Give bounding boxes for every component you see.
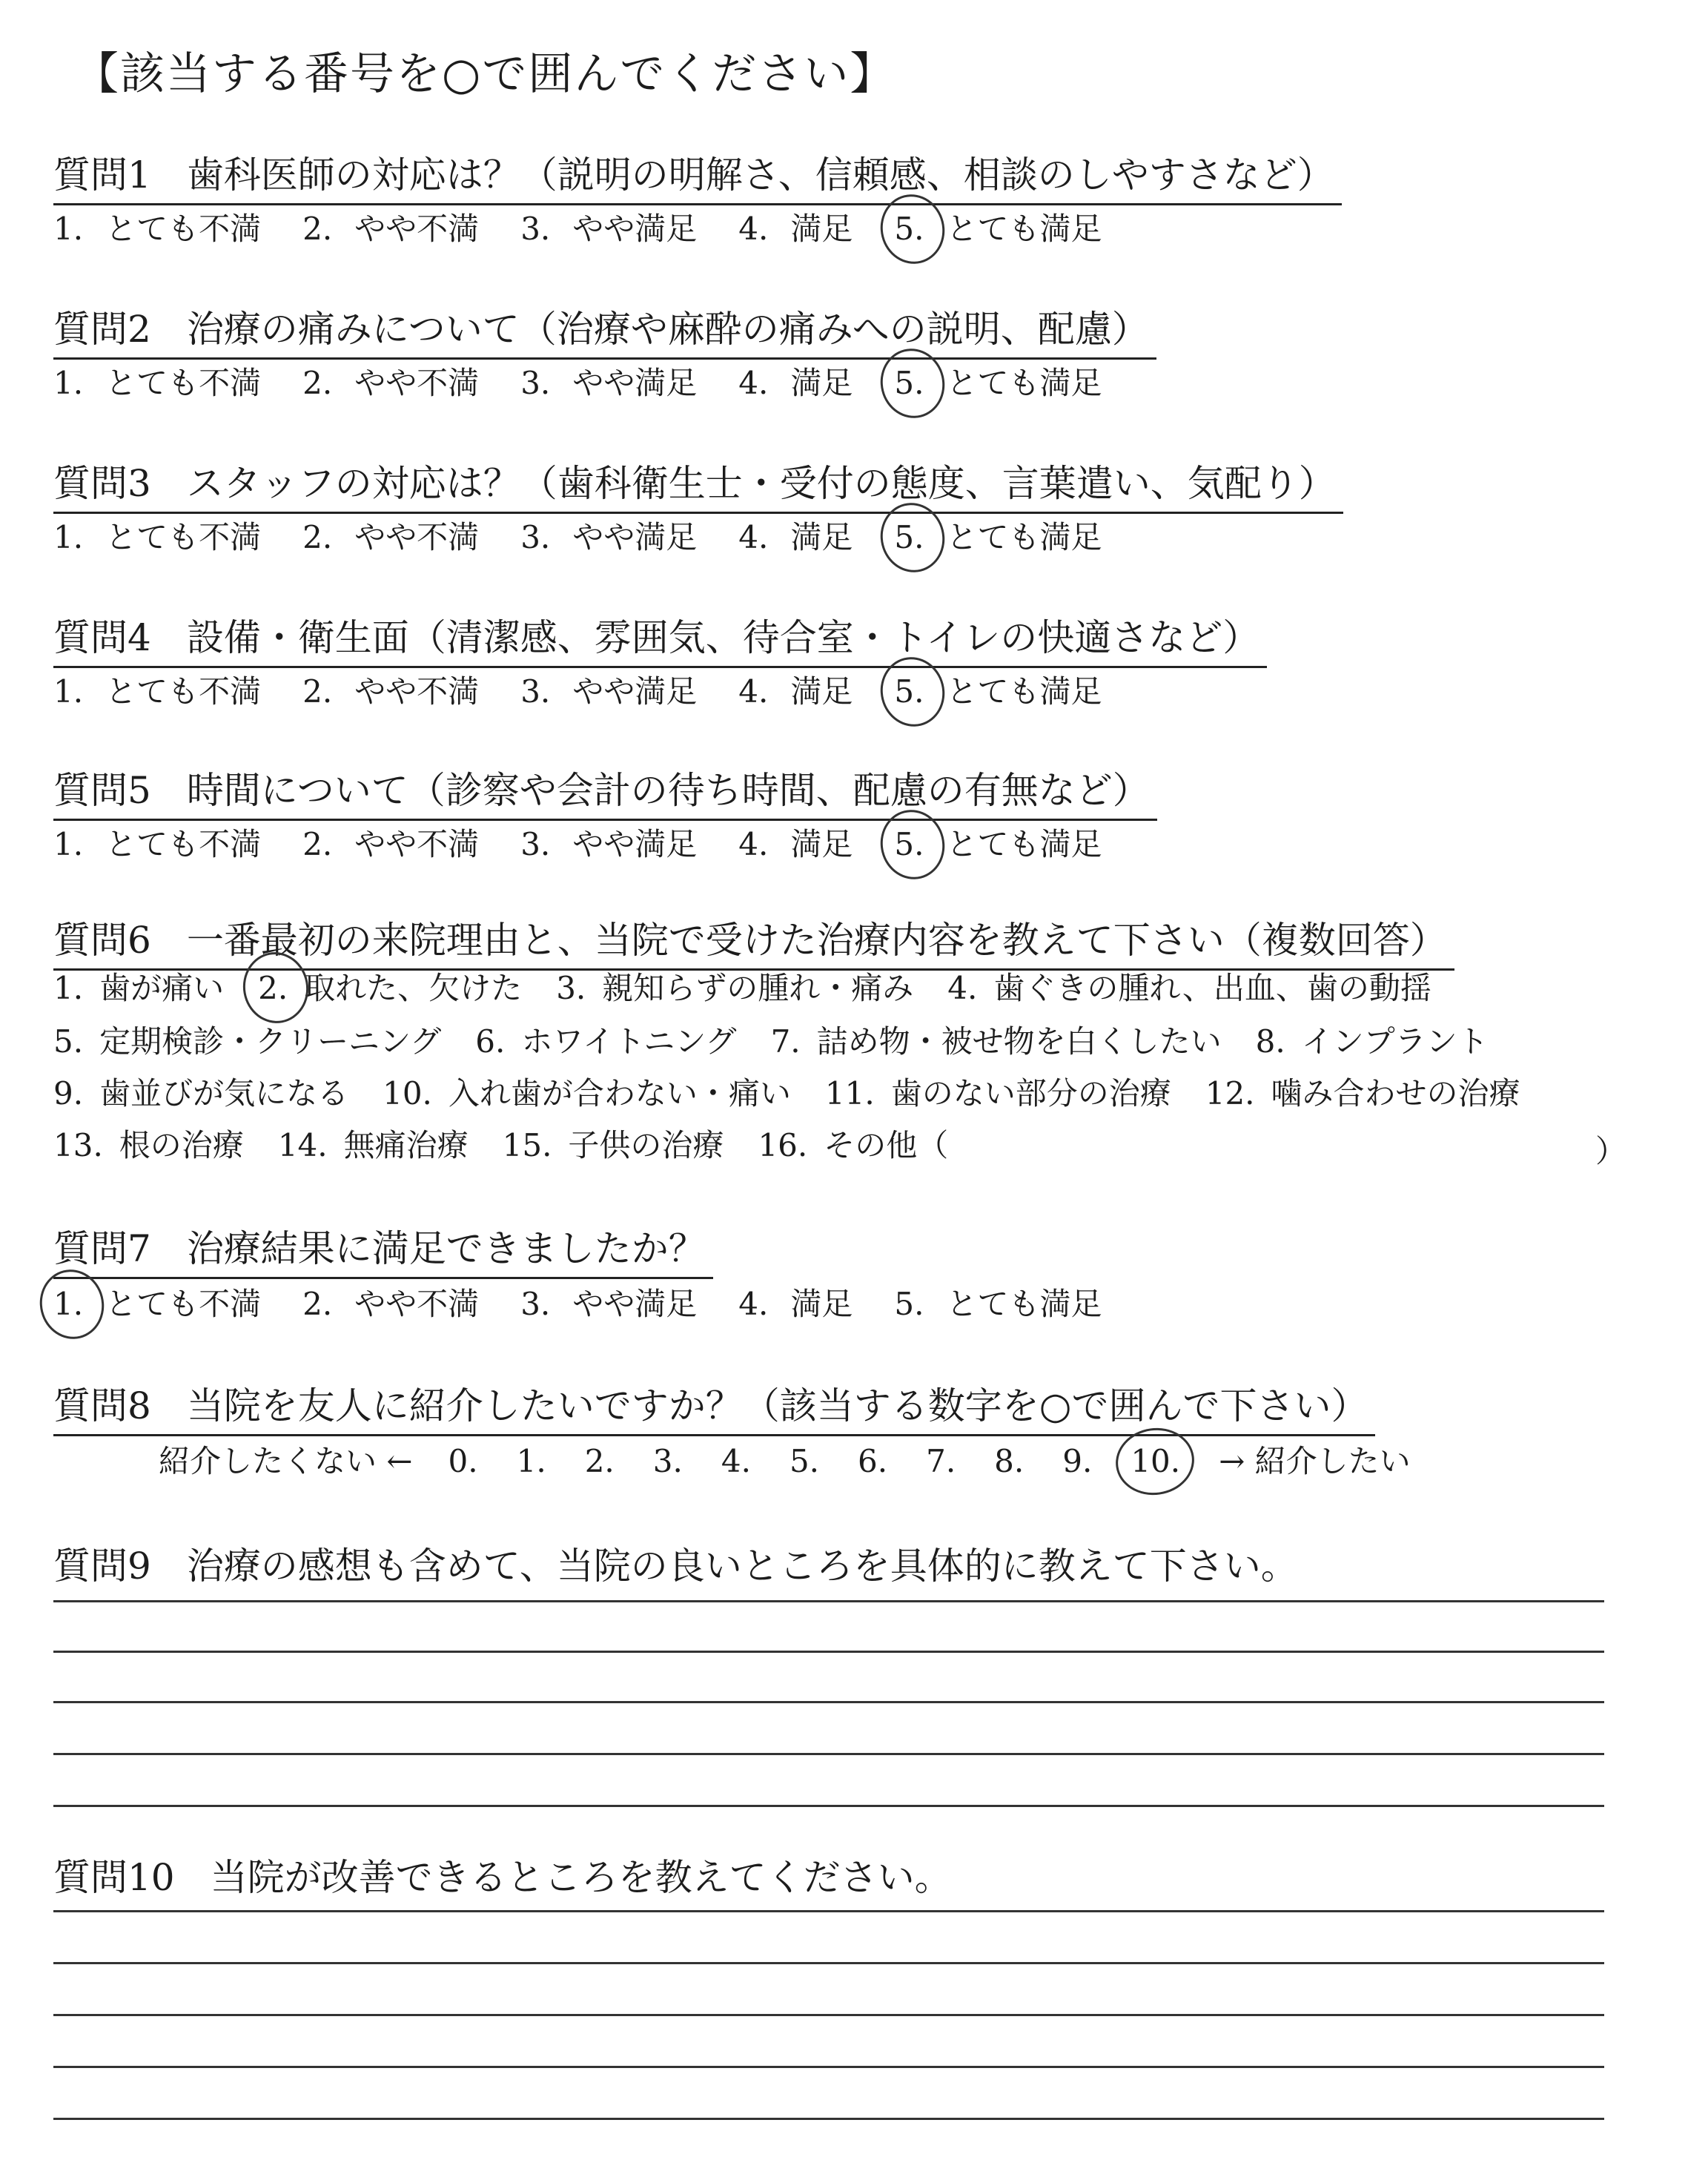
option-label: とても不満 <box>105 1286 262 1322</box>
scale-option[interactable]: 3. <box>652 1443 683 1479</box>
option-number: 2. <box>302 1286 333 1322</box>
question-8-number: 質問8 <box>53 1384 151 1427</box>
option-number: 7. <box>770 1023 801 1060</box>
option-label: やや不満 <box>354 365 480 401</box>
option-label: ホワイトニング <box>521 1023 737 1060</box>
question-3-number: 質問3 <box>53 462 151 505</box>
rating-option[interactable] <box>520 365 698 401</box>
option-label: 満足 <box>790 519 853 555</box>
question-8-text: 当院を友人に紹介したいですか？（該当する数字を○で囲んで下さい） <box>186 1384 1368 1427</box>
option-label: とても不満 <box>105 211 262 247</box>
q6-options-row <box>53 1127 982 1163</box>
option-label: インプラント <box>1301 1023 1489 1060</box>
option-number: 3. <box>520 211 551 247</box>
question-1-heading <box>53 145 1342 205</box>
reason-option[interactable] <box>502 1127 724 1163</box>
q9-answer-line[interactable] <box>53 1600 1604 1602</box>
recommend-left-label: 紹介したくない ← <box>159 1443 413 1479</box>
option-number: 1. <box>53 1286 84 1322</box>
option-number: 3. <box>520 519 551 555</box>
option-label: 子供の治療 <box>568 1127 724 1163</box>
reason-option[interactable] <box>53 1075 349 1112</box>
rating-option[interactable] <box>302 673 480 710</box>
option-number: 3. <box>520 826 551 862</box>
scale-option[interactable]: 1. <box>516 1443 546 1479</box>
option-number: 1. <box>53 519 84 555</box>
q6-options-row <box>53 1075 1555 1112</box>
reason-option[interactable] <box>277 1127 469 1163</box>
option-label: 歯ぐきの腫れ、出血、歯の動揺 <box>993 970 1431 1006</box>
option-label: その他（ <box>824 1127 949 1163</box>
option-label: とても不満 <box>105 673 262 710</box>
option-label: とても不満 <box>105 365 262 401</box>
question-7-number: 質問7 <box>53 1227 151 1270</box>
option-number: 1. <box>53 211 84 247</box>
question-5-text: 時間について（診察や会計の待ち時間、配慮の有無など） <box>186 769 1150 812</box>
option-number: 16. <box>758 1127 808 1163</box>
question-2-heading <box>53 300 1156 360</box>
option-number: 6. <box>475 1023 506 1060</box>
option-label: とても満足 <box>946 365 1102 401</box>
question-7-heading <box>53 1219 713 1279</box>
rating-option[interactable] <box>520 519 698 555</box>
option-label: やや不満 <box>354 211 480 247</box>
reason-option[interactable] <box>258 970 523 1006</box>
question-6-text: 一番最初の来院理由と、当院で受けた治療内容を教えて下さい（複数回答） <box>186 919 1447 962</box>
reason-option[interactable] <box>758 1127 949 1163</box>
option-number: 5. <box>894 211 924 247</box>
rating-option[interactable] <box>894 365 1102 401</box>
option-label: やや不満 <box>354 673 480 710</box>
option-number: 9. <box>53 1075 84 1112</box>
option-label: やや不満 <box>354 1286 480 1322</box>
scale-option[interactable]: 5. <box>789 1443 820 1479</box>
question-5-number: 質問5 <box>53 769 151 812</box>
rating-option[interactable] <box>894 1286 1102 1322</box>
question-7-options <box>53 1286 1143 1322</box>
rating-option[interactable] <box>738 826 853 862</box>
option-number: 10. <box>383 1075 432 1112</box>
question-10-text: 当院が改善できるところを教えてください。 <box>210 1856 952 1899</box>
reason-option[interactable] <box>53 1127 244 1163</box>
option-label: 取れた、欠けた <box>304 970 523 1006</box>
option-number: 4. <box>738 211 769 247</box>
option-number: 4. <box>738 365 769 401</box>
rating-option[interactable] <box>520 673 698 710</box>
option-number: 3. <box>520 365 551 401</box>
scale-option[interactable]: 8. <box>994 1443 1025 1479</box>
option-number: 2. <box>302 673 333 710</box>
reason-option[interactable] <box>824 1075 1171 1112</box>
option-number: 2. <box>302 211 333 247</box>
option-number: 5. <box>894 519 924 555</box>
reason-option[interactable] <box>770 1023 1222 1060</box>
rating-option[interactable] <box>738 211 853 247</box>
rating-option[interactable] <box>894 519 1102 555</box>
option-number: 4. <box>738 1286 769 1322</box>
option-label: 歯が痛い <box>99 970 225 1006</box>
reason-option[interactable] <box>53 970 225 1006</box>
rating-option[interactable] <box>53 673 262 710</box>
option-number: 8. <box>1255 1023 1285 1060</box>
option-label: やや不満 <box>354 826 480 862</box>
option-label: 満足 <box>790 826 853 862</box>
option-label: やや満足 <box>572 365 698 401</box>
question-2-number: 質問2 <box>53 308 151 351</box>
reason-option[interactable] <box>475 1023 737 1060</box>
option-label: 歯のない部分の治療 <box>890 1075 1171 1112</box>
option-label: 詰め物・被せ物を白くしたい <box>816 1023 1222 1060</box>
question-9-text: 治療の感想も含めて、当院の良いところを具体的に教えて下さい。 <box>186 1545 1298 1588</box>
option-label: とても満足 <box>946 1286 1102 1322</box>
question-9-number: 質問9 <box>53 1545 151 1588</box>
scale-option[interactable]: 0. <box>448 1443 478 1479</box>
q9-answer-line[interactable] <box>53 1805 1604 1807</box>
option-number: 11. <box>824 1075 875 1112</box>
scale-option[interactable]: 9. <box>1062 1443 1093 1479</box>
option-number: 5. <box>53 1023 84 1060</box>
rating-option[interactable] <box>738 673 853 710</box>
option-label: とても満足 <box>946 519 1102 555</box>
q10-answer-line[interactable] <box>53 1962 1604 1964</box>
option-number: 12. <box>1205 1075 1255 1112</box>
rating-option[interactable] <box>520 211 698 247</box>
q6-other-close-paren: ） <box>1595 1133 1627 1169</box>
question-4-number: 質問4 <box>53 616 151 659</box>
option-label: やや満足 <box>572 673 698 710</box>
rating-option[interactable] <box>302 1286 480 1322</box>
option-number: 3. <box>520 1286 551 1322</box>
option-label: 根の治療 <box>119 1127 244 1163</box>
option-label: やや満足 <box>572 519 698 555</box>
reason-option[interactable] <box>1255 1023 1489 1060</box>
question-4-options <box>53 673 1143 710</box>
option-number: 14. <box>277 1127 328 1163</box>
q10-answer-line[interactable] <box>53 2118 1604 2120</box>
option-label: とても満足 <box>946 211 1102 247</box>
rating-option[interactable] <box>302 365 480 401</box>
option-label: 親知らずの腫れ・痛み <box>602 970 914 1006</box>
rating-option[interactable] <box>53 519 262 555</box>
q10-answer-line[interactable] <box>53 2066 1604 2068</box>
rating-option[interactable] <box>302 211 480 247</box>
option-label: 満足 <box>790 1286 853 1322</box>
q10-answer-line[interactable] <box>53 1910 1604 1912</box>
rating-option[interactable] <box>53 1286 262 1322</box>
q6-options-row <box>53 1023 1523 1060</box>
recommend-right-label: → 紹介したい <box>1219 1443 1411 1479</box>
option-number: 5. <box>894 365 924 401</box>
rating-option[interactable] <box>894 673 1102 710</box>
rating-option[interactable] <box>302 826 480 862</box>
option-label: 満足 <box>790 365 853 401</box>
rating-option[interactable] <box>53 211 262 247</box>
question-10-heading <box>53 1848 959 1906</box>
question-8-heading <box>53 1376 1375 1436</box>
option-label: やや不満 <box>354 519 480 555</box>
option-label: やや満足 <box>572 1286 698 1322</box>
q9-answer-line[interactable] <box>53 1753 1604 1755</box>
option-number: 3. <box>520 673 551 710</box>
option-number: 4. <box>738 673 769 710</box>
option-number: 1. <box>53 826 84 862</box>
option-number: 2. <box>302 519 333 555</box>
question-4-heading <box>53 608 1267 668</box>
rating-option[interactable] <box>738 519 853 555</box>
recommend-scale <box>159 1437 1411 1482</box>
q9-answer-line[interactable] <box>53 1651 1604 1653</box>
rating-option[interactable] <box>894 211 1102 247</box>
question-5-heading <box>53 761 1157 821</box>
option-label: とても満足 <box>946 826 1102 862</box>
rating-option[interactable] <box>520 826 698 862</box>
option-label: 歯並びが気になる <box>99 1075 349 1112</box>
reason-option[interactable] <box>383 1075 791 1112</box>
option-number: 2. <box>302 826 333 862</box>
option-label: 満足 <box>790 673 853 710</box>
rating-option[interactable] <box>738 365 853 401</box>
rating-option[interactable] <box>738 1286 853 1322</box>
option-number: 1. <box>53 365 84 401</box>
option-label: やや満足 <box>572 211 698 247</box>
option-label: 入れ歯が合わない・痛い <box>448 1075 791 1112</box>
reason-option[interactable] <box>556 970 914 1006</box>
q9-answer-line[interactable] <box>53 1701 1604 1703</box>
option-number: 4. <box>738 826 769 862</box>
question-2-text: 治療の痛みについて（治療や麻酔の痛みへの説明、配慮） <box>186 308 1149 351</box>
reason-option[interactable] <box>947 970 1431 1006</box>
option-number: 5. <box>894 673 924 710</box>
option-number: 5. <box>894 826 924 862</box>
option-number: 2. <box>258 970 288 1006</box>
option-label: とても不満 <box>105 826 262 862</box>
scale-option[interactable]: 2. <box>584 1443 615 1479</box>
question-6-number: 質問6 <box>53 919 151 962</box>
question-1-text: 歯科医師の対応は？（説明の明解さ、信頼感、相談のしやすさなど） <box>186 153 1334 196</box>
q10-answer-line[interactable] <box>53 2014 1604 2016</box>
option-label: 無痛治療 <box>343 1127 469 1163</box>
reason-option[interactable] <box>1205 1075 1520 1112</box>
question-1-options <box>53 211 1143 247</box>
rating-option[interactable] <box>53 365 262 401</box>
option-number: 4. <box>738 519 769 555</box>
option-number: 1. <box>53 673 84 710</box>
page-title: 【該当する番号を○で囲んでください】 <box>74 48 896 100</box>
rating-option[interactable] <box>53 826 262 862</box>
rating-option[interactable] <box>520 1286 698 1322</box>
question-1-number: 質問1 <box>53 153 151 196</box>
option-number: 15. <box>502 1127 552 1163</box>
question-2-options <box>53 365 1143 401</box>
option-label: 定期検診・クリーニング <box>99 1023 442 1060</box>
question-3-text: スタッフの対応は？（歯科衛生士・受付の態度、言葉遣い、気配り） <box>186 462 1336 505</box>
option-label: とても満足 <box>946 673 1102 710</box>
question-3-heading <box>53 454 1343 514</box>
question-5-options <box>53 826 1143 862</box>
question-4-text: 設備・衛生面（清潔感、雰囲気、待合室・トイレの快適さなど） <box>186 616 1260 659</box>
option-label: とても不満 <box>105 519 262 555</box>
question-9-heading <box>53 1536 1305 1594</box>
question-10-number: 質問10 <box>53 1856 175 1899</box>
option-label: 満足 <box>790 211 853 247</box>
option-number: 13. <box>53 1127 103 1163</box>
option-label: 噛み合わせの治療 <box>1271 1075 1520 1112</box>
option-label: やや満足 <box>572 826 698 862</box>
rating-option[interactable] <box>302 519 480 555</box>
scale-option[interactable]: 4. <box>721 1443 751 1479</box>
rating-option[interactable] <box>894 826 1102 862</box>
option-number: 4. <box>947 970 978 1006</box>
scale-option[interactable]: 6. <box>858 1443 888 1479</box>
q6-options-row <box>53 970 1466 1006</box>
option-number: 5. <box>894 1286 924 1322</box>
question-7-text: 治療結果に満足できましたか？ <box>186 1227 706 1270</box>
reason-option[interactable] <box>53 1023 442 1060</box>
option-number: 3. <box>556 970 586 1006</box>
scale-option[interactable]: 7. <box>926 1443 956 1479</box>
option-number: 1. <box>53 970 84 1006</box>
question-3-options <box>53 519 1143 555</box>
option-number: 2. <box>302 365 333 401</box>
scale-option[interactable]: 10. <box>1131 1443 1181 1479</box>
